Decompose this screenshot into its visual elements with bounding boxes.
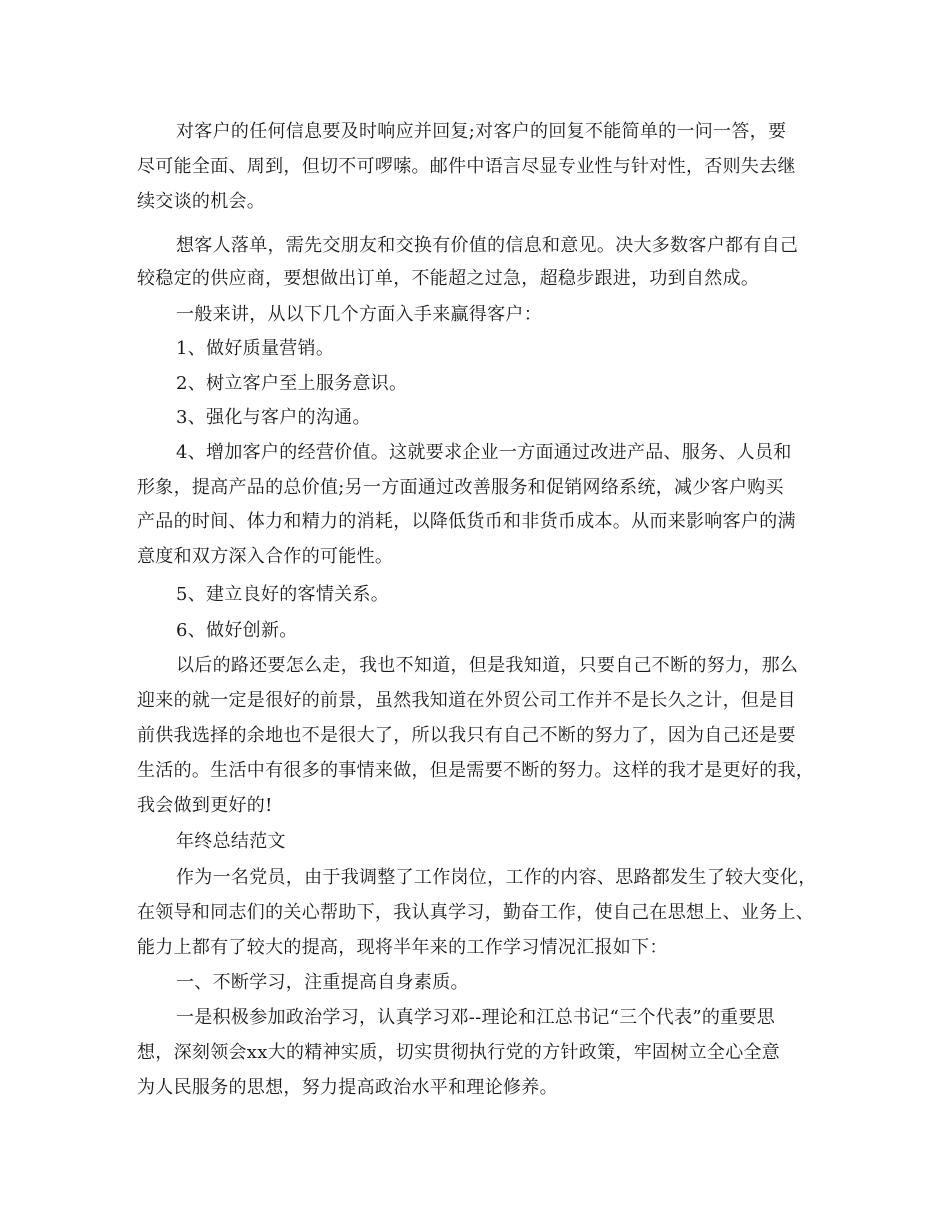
text-line: 形象，提高产品的总价值;另一方面通过改善服务和促销网络系统，减少客户购买 — [137, 477, 784, 498]
text-line: 对客户的任何信息要及时响应并回复;对客户的回复不能简单的一问一答，要 — [176, 121, 787, 142]
section-heading: 年终总结范文 — [176, 831, 286, 852]
text-line: 生活的。生活中有很多的事情来做，但是需要不断的努力。这样的我才是更好的我， — [137, 760, 815, 781]
text-line: 我会做到更好的! — [137, 795, 273, 816]
text-line: 迎来的就一定是很好的前景，虽然我知道在外贸公司工作并不是长久之计，但是目 — [137, 690, 796, 711]
text-line: 以后的路还要怎么走，我也不知道，但是我知道，只要自己不断的努力，那么 — [176, 655, 799, 676]
text-line: 想，深刻领会xx大的精神实质，切实贯彻执行党的方针政策，牢固树立全心全意 — [137, 1042, 781, 1063]
text-line: 意度和双方深入合作的可能性。 — [137, 546, 394, 567]
text-line: 为人民服务的思想，努力提高政治水平和理论修养。 — [137, 1077, 558, 1098]
text-line: 产品的时间、体力和精力的消耗，以降低货币和非货币成本。从而来影响客户的满 — [137, 511, 796, 532]
text-line: 一是积极参加政治学习，认真学习邓--理论和江总书记“三个代表”的重要思 — [176, 1007, 776, 1028]
text-line: 2、树立客户至上服务意识。 — [176, 373, 408, 394]
text-line: 在领导和同志们的关心帮助下，我认真学习，勤奋工作，使自己在思想上、业务上、 — [137, 902, 815, 923]
text-line: 5、建立良好的客情关系。 — [176, 584, 390, 605]
text-line: 4、增加客户的经营价值。这就要求企业一方面通过改进产品、服务、人员和 — [176, 442, 792, 463]
text-line: 一般来讲，从以下几个方面入手来赢得客户： — [176, 304, 542, 325]
text-line: 1、做好质量营销。 — [176, 338, 335, 359]
text-line: 续交谈的机会。 — [137, 191, 266, 212]
text-line: 较稳定的供应商，要想做出订单，不能超之过急，超稳步跟进，功到自然成。 — [137, 268, 760, 289]
text-line: 能力上都有了较大的提高，现将半年来的工作学习情况汇报如下： — [137, 937, 668, 958]
text-line: 尽可能全面、周到，但切不可啰嗦。邮件中语言尽显专业性与针对性，否则失去继 — [137, 156, 796, 177]
text-line: 想客人落单，需先交朋友和交换有价值的信息和意见。决大多数客户都有自己 — [176, 235, 799, 256]
text-line: 3、强化与客户的沟通。 — [176, 407, 371, 428]
text-line: 前供我选择的余地也不是很大了，所以我只有自己不断的努力了，因为自己还是要 — [137, 725, 796, 746]
text-line: 6、做好创新。 — [176, 620, 298, 641]
text-line: 一、不断学习，注重提高自身素质。 — [176, 972, 469, 993]
text-line: 作为一名党员，由于我调整了工作岗位，工作的内容、思路都发生了较大变化， — [176, 867, 817, 888]
